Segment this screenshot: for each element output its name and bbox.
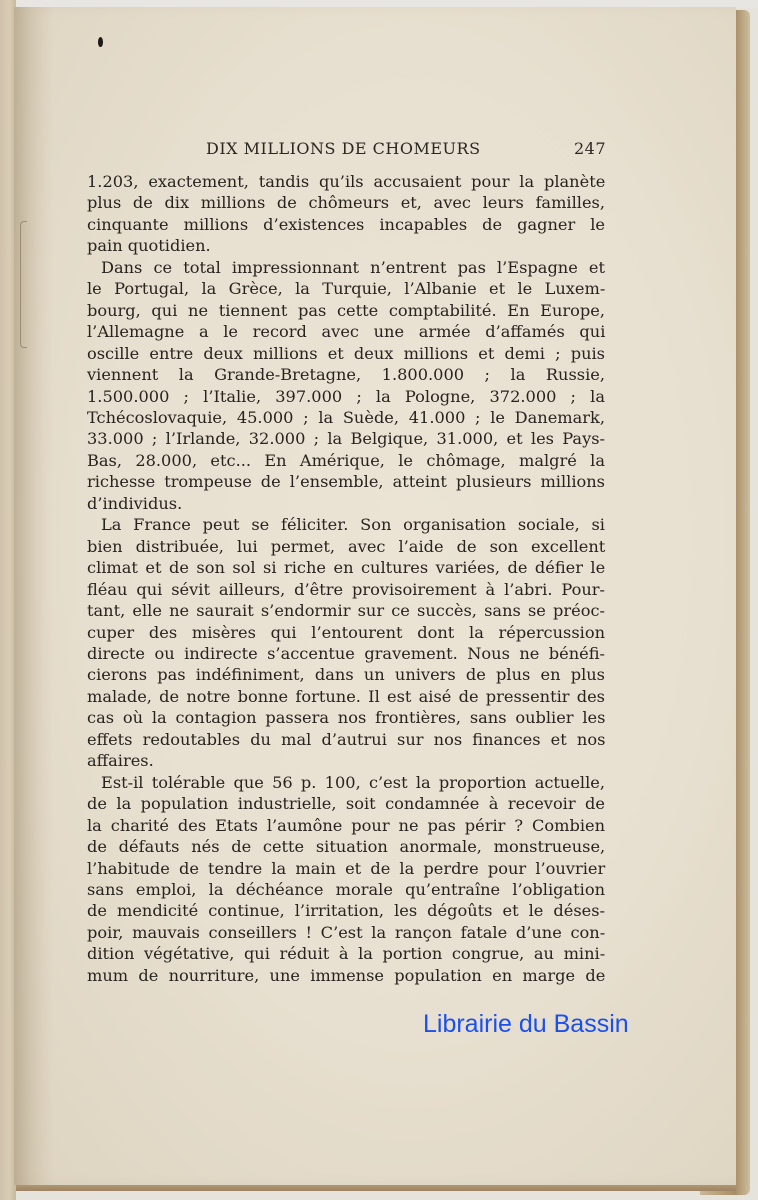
text-line: richesse trompeuse de l’ensemble, atteint plusieurs millions — [87, 472, 605, 492]
text-line: cas où la contagion passera nos frontières, sans oublier les — [87, 708, 606, 728]
text-line: cinquante millions d’existences incapables de gagner le — [87, 214, 605, 234]
page-number: 247 — [573, 139, 606, 158]
text-line: l’habitude de tendre la main et de la perdre pour l’ouvrier — [87, 858, 606, 878]
text-line: 33.000 ; l’Irlande, 32.000 ; la Belgique, 31.000, et les Pays- — [87, 429, 605, 449]
text-line: 1.203, exactement, tandis qu’ils accusaient pour la planète — [87, 172, 606, 191]
text-line: La France peut se féliciter. Son organisation sociale, si — [101, 515, 605, 535]
paragraph — [87, 772, 605, 987]
running-head — [88, 139, 606, 161]
text-line: oscille entre deux millions et deux millions et demi ; puis — [87, 343, 605, 363]
text-line: viennent la Grande-Bretagne, 1.800.000 ; la Russie, — [87, 365, 605, 385]
text-line: Est-il tolérable que 56 p. 100, c’est la proportion actuelle, — [101, 772, 605, 792]
text-line: cierons pas indéfiniment, dans un univers de plus en plus — [87, 665, 605, 685]
text-line: fléau qui sévit ailleurs, d’être provisoirement à l’abri. Pour- — [87, 579, 605, 599]
text-line: le Portugal, la Grèce, la Turquie, l’Albanie et le Luxem- — [87, 279, 606, 299]
text-line: sans emploi, la déchéance morale qu’entraîne l’obligation — [87, 879, 605, 899]
text-line: bourg, qui ne tiennent pas cette comptabilité. En Europe, — [87, 300, 605, 320]
text-line: de défauts nés de cette situation anormale, monstrueuse, — [87, 837, 606, 857]
text-line: malade, de notre bonne fortune. Il est aisé de pressentir des — [87, 686, 605, 706]
text-line: l’Allemagne a le record avec une armée d’affamés qui — [87, 322, 606, 342]
text-line: climat et de son sol si riche en cultures variées, de défier le — [87, 558, 606, 578]
body-text — [87, 171, 605, 986]
pencil-margin-mark — [20, 221, 27, 348]
text-line: Dans ce total impressionnant n’entrent pas l’Espagne et — [101, 257, 605, 277]
paragraph — [87, 171, 605, 257]
text-line: effets redoutables du mal d’autrui sur nos finances et nos — [87, 729, 606, 749]
text-line: Tchécoslovaquie, 45.000 ; la Suède, 41.000 ; le Danemark, — [87, 407, 605, 427]
text-line: d’individus. — [87, 493, 183, 513]
text-line: tant, elle ne saurait s’endormir sur ce succès, sans se préoc- — [87, 601, 605, 621]
text-line: dition végétative, qui réduit à la portion congrue, au mini- — [87, 944, 606, 964]
text-line: bien distribuée, lui permet, avec l’aide de son excellent — [87, 536, 606, 556]
text-line: directe ou indirecte s’accentue gravement. Nous ne bénéfi- — [87, 643, 605, 663]
paragraph — [87, 514, 605, 771]
ink-speck — [98, 37, 103, 47]
text-line: poir, mauvais conseillers ! C’est la rançon fatale d’une con- — [87, 922, 606, 942]
text-line: de la population industrielle, soit condamnée à recevoir de — [87, 794, 605, 814]
text-line: mum de nourriture, une immense population en marge de — [87, 965, 606, 985]
running-title: DIX MILLIONS DE CHOMEURS — [206, 139, 481, 158]
watermark: Librairie du Bassin — [423, 1010, 629, 1038]
paragraph — [87, 257, 605, 514]
text-line: 1.500.000 ; l’Italie, 397.000 ; la Pologne, 372.000 ; la — [87, 386, 605, 406]
text-line: pain quotidien. — [87, 236, 211, 256]
text-line: affaires. — [87, 751, 154, 771]
text-line: plus de dix millions de chômeurs et, avec leurs familles, — [87, 193, 605, 213]
text-line: de mendicité continue, l’irritation, les dégoûts et le déses- — [87, 901, 605, 921]
text-line: Bas, 28.000, etc... En Amérique, le chômage, malgré la — [87, 450, 605, 470]
text-line: la charité des Etats l’aumône pour ne pas périr ? Combien — [87, 815, 605, 835]
text-line: cuper des misères qui l’entourent dont la répercussion — [87, 622, 606, 642]
